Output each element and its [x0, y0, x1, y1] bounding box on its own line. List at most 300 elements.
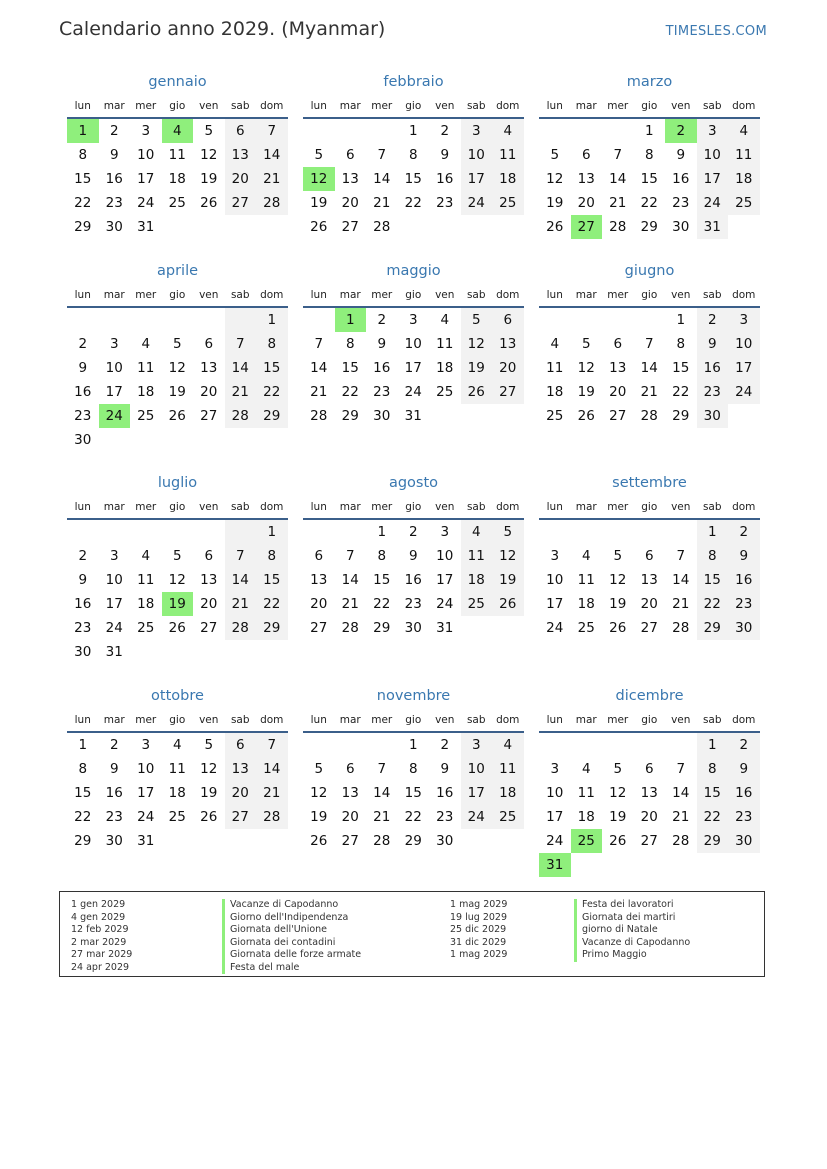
day-cell: 2	[109, 123, 119, 139]
weekday-label: gio	[641, 501, 658, 513]
week-row	[539, 757, 760, 781]
weekday-label: mar	[575, 501, 597, 513]
week-row	[303, 544, 524, 568]
weekday-header	[67, 94, 288, 119]
weekday-label: mer	[135, 100, 157, 112]
holiday-day-cell: 19	[162, 592, 194, 616]
week-row	[539, 356, 760, 380]
month-title: agosto	[388, 475, 439, 491]
weekday-label: gio	[169, 501, 186, 513]
day-cell: 10	[546, 785, 564, 801]
day-cell: 24	[105, 620, 123, 636]
day-cell: 17	[137, 785, 155, 801]
empty-cell	[665, 853, 697, 877]
week-row	[539, 520, 760, 544]
weekday-label: mer	[135, 714, 157, 726]
week-row	[303, 829, 524, 853]
day-cell: 3	[141, 123, 151, 139]
empty-cell	[571, 733, 603, 757]
empty-cell	[130, 520, 162, 544]
day-cell: 21	[672, 596, 690, 612]
day-cell: 11	[577, 785, 595, 801]
day-cell: 21	[256, 781, 288, 805]
empty-cell	[225, 308, 257, 332]
empty-cell	[634, 853, 666, 877]
day-cell: 2	[109, 737, 119, 753]
day-cell: 16	[74, 384, 92, 400]
day-cell: 30	[728, 616, 760, 640]
day-cell: 24	[697, 191, 729, 215]
day-cell: 29	[341, 408, 359, 424]
day-cell: 3	[697, 119, 729, 143]
day-cell: 20	[200, 384, 218, 400]
empty-cell	[67, 520, 99, 544]
empty-cell	[303, 520, 335, 544]
week-row	[539, 592, 760, 616]
day-cell: 12	[310, 785, 328, 801]
empty-cell	[492, 616, 524, 640]
day-cell: 28	[672, 833, 690, 849]
month-title: febbraio	[383, 74, 444, 90]
empty-cell	[571, 119, 603, 143]
weekday-label: lun	[546, 714, 563, 726]
day-cell: 26	[200, 195, 218, 211]
day-cell: 6	[581, 147, 591, 163]
day-cell: 7	[256, 733, 288, 757]
day-cell: 22	[256, 380, 288, 404]
day-cell: 9	[78, 572, 88, 588]
weekday-label: sab	[230, 100, 250, 112]
legend-entry: 1 gen 2029	[71, 899, 126, 910]
legend-entry: 24 apr 2029	[71, 961, 130, 973]
day-cell: 3	[550, 548, 560, 564]
day-cell: 29	[74, 219, 92, 235]
month-giugno	[539, 259, 760, 428]
day-cell: 25	[546, 408, 564, 424]
day-cell: 18	[577, 809, 595, 825]
day-cell: 20	[640, 596, 658, 612]
week-row	[67, 520, 288, 544]
week-row	[539, 167, 760, 191]
day-cell: 2	[728, 733, 760, 757]
week-row	[539, 380, 760, 404]
day-cell: 4	[492, 119, 524, 143]
day-cell: 22	[672, 384, 690, 400]
day-cell: 25	[168, 809, 186, 825]
empty-cell	[665, 733, 697, 757]
day-cell: 29	[672, 408, 690, 424]
day-cell: 2	[728, 520, 760, 544]
day-cell: 13	[577, 171, 595, 187]
day-cell: 27	[200, 408, 218, 424]
day-cell: 9	[109, 147, 119, 163]
week-row	[303, 404, 524, 428]
day-cell: 5	[314, 147, 324, 163]
empty-cell	[492, 829, 524, 853]
week-row	[67, 616, 288, 640]
month-title: ottobre	[151, 688, 204, 704]
day-cell: 16	[728, 568, 760, 592]
day-cell: 16	[728, 781, 760, 805]
weekday-label: mer	[607, 289, 629, 301]
weekday-label: mer	[371, 289, 393, 301]
empty-cell	[193, 520, 225, 544]
month-title: giugno	[624, 263, 675, 279]
month-title: novembre	[376, 688, 451, 704]
weekday-label: gio	[641, 289, 658, 301]
day-cell: 18	[168, 171, 186, 187]
day-cell: 26	[609, 620, 627, 636]
day-cell: 21	[310, 384, 328, 400]
day-cell: 3	[440, 524, 450, 540]
day-cell: 4	[440, 312, 450, 328]
day-cell: 11	[492, 143, 524, 167]
day-cell: 28	[225, 404, 257, 428]
empty-cell	[728, 853, 760, 877]
day-cell: 4	[461, 520, 493, 544]
week-row	[67, 167, 288, 191]
empty-cell	[303, 733, 335, 757]
day-cell: 12	[168, 572, 186, 588]
day-cell: 2	[78, 336, 88, 352]
weekday-label: ven	[199, 501, 219, 513]
weekday-header	[67, 283, 288, 308]
legend-entry: 1 mag 2029	[450, 949, 508, 960]
day-cell: 24	[404, 384, 422, 400]
day-cell: 14	[672, 572, 690, 588]
day-cell: 10	[404, 336, 422, 352]
weekday-label: sab	[230, 289, 250, 301]
weekday-label: dom	[496, 501, 520, 513]
day-cell: 16	[436, 785, 454, 801]
weekday-label: ven	[199, 100, 219, 112]
day-cell: 12	[461, 332, 493, 356]
empty-cell	[256, 215, 288, 239]
day-cell: 27	[310, 620, 328, 636]
day-cell: 4	[550, 336, 560, 352]
day-cell: 25	[168, 195, 186, 211]
legend-entry: Festa del male	[222, 962, 361, 975]
day-cell: 5	[314, 761, 324, 777]
month-febbraio	[303, 70, 524, 239]
weekday-label: mer	[607, 714, 629, 726]
day-cell: 12	[200, 147, 218, 163]
weekday-label: lun	[74, 100, 91, 112]
day-cell: 8	[676, 336, 686, 352]
day-cell: 28	[256, 191, 288, 215]
month-title: maggio	[386, 263, 441, 279]
empty-cell	[193, 428, 225, 452]
week-row	[303, 568, 524, 592]
empty-cell	[366, 119, 398, 143]
empty-cell	[225, 520, 257, 544]
day-cell: 13	[341, 785, 359, 801]
day-cell: 30	[672, 219, 690, 235]
day-cell: 16	[672, 171, 690, 187]
day-cell: 8	[697, 544, 729, 568]
day-cell: 25	[492, 191, 524, 215]
holiday-day-cell: 25	[571, 829, 603, 853]
day-cell: 1	[78, 737, 88, 753]
day-cell: 26	[168, 408, 186, 424]
empty-cell	[335, 520, 367, 544]
day-cell: 7	[613, 147, 623, 163]
day-cell: 1	[408, 123, 418, 139]
week-row	[303, 805, 524, 829]
week-row	[67, 143, 288, 167]
week-row	[303, 356, 524, 380]
day-cell: 1	[256, 520, 288, 544]
empty-cell	[461, 829, 493, 853]
weekday-label: ven	[199, 289, 219, 301]
day-cell: 10	[728, 332, 760, 356]
day-cell: 11	[137, 572, 155, 588]
day-cell: 21	[225, 592, 257, 616]
day-cell: 1	[697, 733, 729, 757]
empty-cell	[193, 829, 225, 853]
day-cell: 28	[310, 408, 328, 424]
week-row	[303, 119, 524, 143]
legend-entry: Giornata delle forze armate	[222, 949, 361, 962]
day-cell: 15	[404, 171, 422, 187]
empty-cell	[256, 829, 288, 853]
day-cell: 7	[676, 761, 686, 777]
month-settembre	[539, 471, 760, 640]
day-cell: 15	[640, 171, 658, 187]
empty-cell	[335, 733, 367, 757]
day-cell: 10	[137, 761, 155, 777]
week-row	[303, 520, 524, 544]
day-cell: 31	[404, 408, 422, 424]
day-cell: 5	[204, 737, 214, 753]
empty-cell	[193, 215, 225, 239]
weekday-label: lun	[74, 501, 91, 513]
weekday-label: gio	[641, 100, 658, 112]
brand-link[interactable]: TIMESLES.COM	[665, 24, 767, 39]
weekday-label: dom	[732, 714, 756, 726]
legend-entry: 12 feb 2029	[71, 924, 129, 935]
day-cell: 29	[74, 833, 92, 849]
month-maggio	[303, 259, 524, 428]
weekday-label: gio	[169, 714, 186, 726]
week-row	[67, 829, 288, 853]
month-title: luglio	[157, 475, 198, 491]
weekday-label: dom	[732, 501, 756, 513]
day-cell: 26	[609, 833, 627, 849]
month-agosto	[303, 471, 524, 640]
day-cell: 9	[676, 147, 686, 163]
day-cell: 15	[672, 360, 690, 376]
day-cell: 25	[728, 191, 760, 215]
day-cell: 30	[74, 432, 92, 448]
day-cell: 14	[373, 785, 391, 801]
weekday-label: gio	[405, 100, 422, 112]
day-cell: 19	[609, 596, 627, 612]
month-novembre	[303, 684, 524, 853]
empty-cell	[571, 853, 603, 877]
legend-entry: 25 dic 2029	[450, 924, 507, 935]
day-cell: 17	[728, 356, 760, 380]
day-cell: 21	[609, 195, 627, 211]
month-ottobre	[67, 684, 288, 853]
empty-cell	[697, 853, 729, 877]
empty-cell	[539, 308, 571, 332]
empty-cell	[225, 215, 257, 239]
weekday-label: mer	[607, 100, 629, 112]
empty-cell	[602, 853, 634, 877]
day-cell: 28	[225, 616, 257, 640]
day-cell: 23	[436, 809, 454, 825]
day-cell: 17	[436, 572, 454, 588]
legend-entry: 4 gen 2029	[71, 911, 126, 923]
day-cell: 23	[105, 809, 123, 825]
day-cell: 20	[341, 195, 359, 211]
week-row	[303, 308, 524, 332]
day-cell: 16	[373, 360, 391, 376]
day-cell: 28	[256, 805, 288, 829]
month-aprile	[67, 259, 288, 452]
week-row	[303, 757, 524, 781]
day-cell: 3	[461, 733, 493, 757]
empty-cell	[539, 733, 571, 757]
day-cell: 15	[373, 572, 391, 588]
weekday-label: mer	[371, 714, 393, 726]
empty-cell	[461, 404, 493, 428]
weekday-label: mar	[339, 501, 361, 513]
weekday-label: mar	[339, 100, 361, 112]
day-cell: 3	[141, 737, 151, 753]
day-cell: 12	[546, 171, 564, 187]
legend-entry: Giornata dei martiri	[574, 912, 690, 925]
day-cell: 9	[440, 147, 450, 163]
weekday-label: sab	[466, 501, 486, 513]
day-cell: 10	[137, 147, 155, 163]
empty-cell	[492, 404, 524, 428]
day-cell: 21	[640, 384, 658, 400]
legend-entry: Vacanze di Capodanno	[574, 937, 690, 950]
week-row	[67, 356, 288, 380]
day-cell: 29	[256, 404, 288, 428]
day-cell: 20	[577, 195, 595, 211]
weekday-label: ven	[435, 501, 455, 513]
empty-cell	[634, 733, 666, 757]
day-cell: 26	[577, 408, 595, 424]
week-row	[539, 215, 760, 239]
legend-names-col2	[574, 899, 690, 962]
empty-cell	[99, 520, 131, 544]
weekday-label: ven	[199, 714, 219, 726]
day-cell: 14	[256, 143, 288, 167]
weekday-header	[67, 495, 288, 520]
day-cell: 1	[676, 312, 686, 328]
day-cell: 14	[341, 572, 359, 588]
day-cell: 2	[78, 548, 88, 564]
day-cell: 6	[225, 733, 257, 757]
day-cell: 21	[672, 809, 690, 825]
day-cell: 17	[137, 171, 155, 187]
day-cell: 12	[168, 360, 186, 376]
weekday-label: sab	[702, 100, 722, 112]
day-cell: 23	[697, 380, 729, 404]
day-cell: 10	[436, 548, 454, 564]
day-cell: 7	[377, 147, 387, 163]
day-cell: 13	[609, 360, 627, 376]
weekday-header	[303, 283, 524, 308]
day-cell: 5	[461, 308, 493, 332]
weekday-label: lun	[546, 100, 563, 112]
day-cell: 26	[168, 620, 186, 636]
day-cell: 31	[137, 219, 155, 235]
holiday-day-cell: 4	[162, 119, 194, 143]
month-title: settembre	[612, 475, 687, 491]
day-cell: 11	[168, 147, 186, 163]
day-cell: 18	[546, 384, 564, 400]
day-cell: 15	[697, 781, 729, 805]
day-cell: 19	[310, 809, 328, 825]
day-cell: 26	[310, 219, 328, 235]
day-cell: 26	[200, 809, 218, 825]
weekday-header	[539, 283, 760, 308]
day-cell: 8	[78, 147, 88, 163]
holiday-day-cell: 2	[665, 119, 697, 143]
weekday-label: mer	[135, 289, 157, 301]
day-cell: 22	[404, 195, 422, 211]
day-cell: 6	[644, 761, 654, 777]
empty-cell	[461, 616, 493, 640]
day-cell: 10	[105, 360, 123, 376]
day-cell: 19	[200, 785, 218, 801]
legend-entry: 2 mar 2029	[71, 936, 127, 948]
day-cell: 13	[225, 143, 257, 167]
day-cell: 17	[461, 781, 493, 805]
day-cell: 18	[436, 360, 454, 376]
day-cell: 26	[546, 219, 564, 235]
week-row	[67, 592, 288, 616]
day-cell: 28	[341, 620, 359, 636]
week-row	[67, 805, 288, 829]
weekday-label: sab	[230, 501, 250, 513]
day-cell: 13	[225, 757, 257, 781]
weekday-label: ven	[435, 100, 455, 112]
day-cell: 4	[728, 119, 760, 143]
legend-entry: Festa dei lavoratori	[574, 899, 690, 912]
day-cell: 23	[105, 195, 123, 211]
weekday-label: lun	[74, 714, 91, 726]
week-row	[67, 191, 288, 215]
day-cell: 4	[581, 761, 591, 777]
day-cell: 13	[492, 332, 524, 356]
weekday-header	[303, 495, 524, 520]
day-cell: 24	[546, 833, 564, 849]
legend-entry: 19 lug 2029	[450, 911, 507, 923]
day-cell: 23	[74, 620, 92, 636]
day-cell: 24	[728, 380, 760, 404]
day-cell: 11	[461, 544, 493, 568]
day-cell: 19	[546, 195, 564, 211]
empty-cell	[225, 428, 257, 452]
day-cell: 17	[461, 167, 493, 191]
day-cell: 17	[404, 360, 422, 376]
day-cell: 9	[78, 360, 88, 376]
week-row	[303, 616, 524, 640]
holiday-legend	[59, 891, 765, 977]
day-cell: 28	[609, 219, 627, 235]
day-cell: 25	[461, 592, 493, 616]
day-cell: 30	[105, 833, 123, 849]
empty-cell	[634, 308, 666, 332]
week-row	[539, 853, 760, 877]
legend-entry: Primo Maggio	[574, 949, 690, 962]
